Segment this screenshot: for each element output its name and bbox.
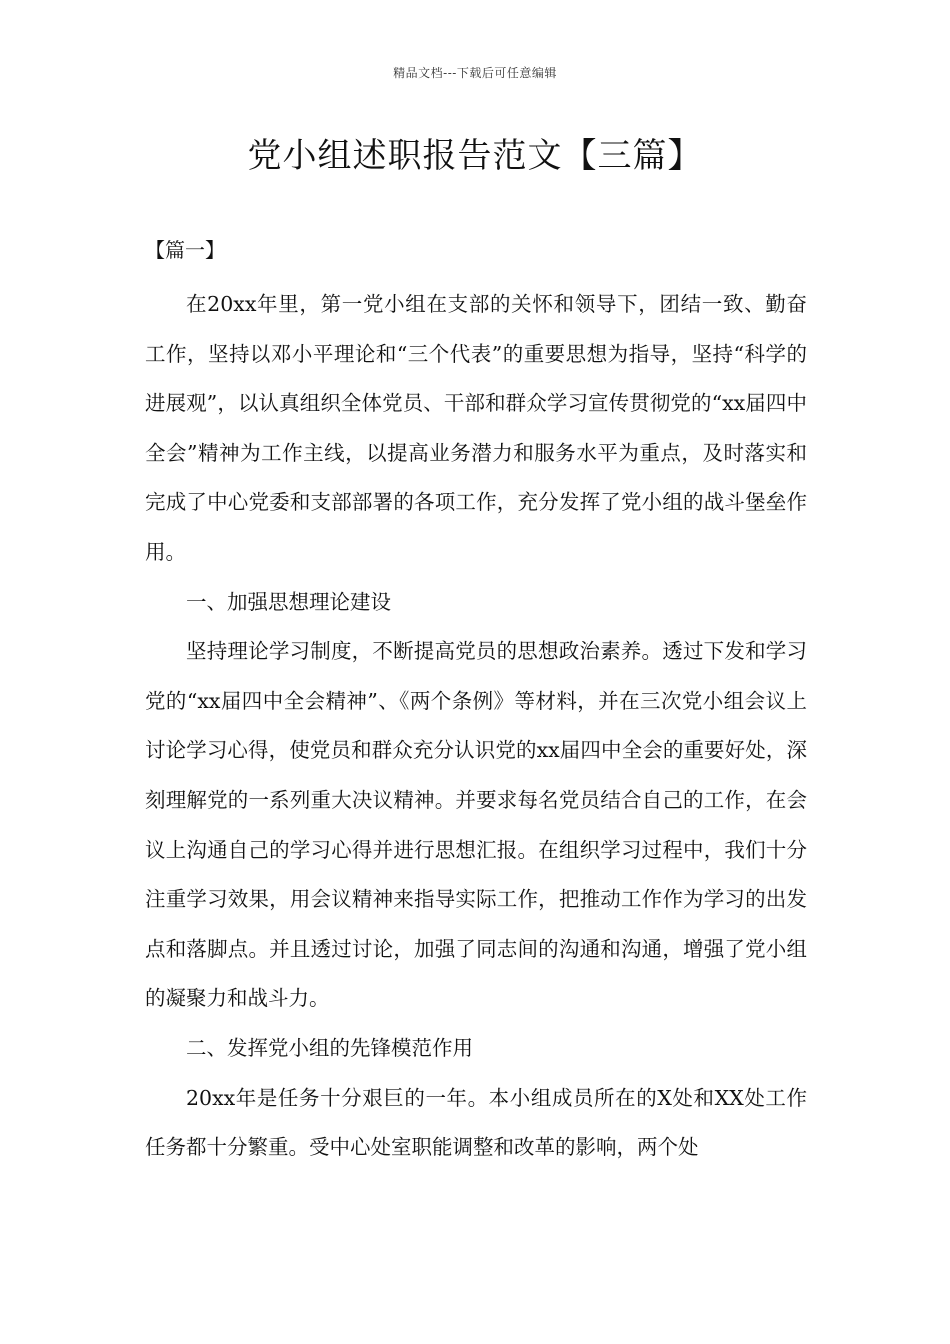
body-paragraph: 在20xx年里，第一党小组在支部的关怀和领导下，团结一致、勤奋工作，坚持以邓小平理论和“三个代表”的重要思想为指导，坚持“科学的进展观”，以认真组织全体党员、干部和群众学习宣传贯彻党的“xx届四中全会”精神为工作主线，以提高业务潜力和服务水平为重点，及时落实和完成了中心党委和支部部署的各项工作，充分发挥了党小组的战斗堡垒作用。 <box>145 292 807 564</box>
section-heading: 一、加强思想理论建设 <box>186 589 391 614</box>
body-paragraph: 坚持理论学习制度，不断提高党员的思想政治素养。透过下发和学习党的“xx届四中全会精神”、《两个条例》等材料，并在三次党小组会议上讨论学习心得，使党员和群众充分认识党的xx届四中全会的重要好处，深刻理解党的一系列重大决议精神。并要求每名党员结合自己的工作，在会议上沟通自己的学习心得并进行思想汇报。在组织学习过程中，我们十分注重学习效果，用会议精神来指导实际工作，把推动工作作为学习的出发点和落脚点。并且透过讨论，加强了同志间的沟通和沟通，增强了党小组的凝聚力和战斗力。 <box>145 639 807 1011</box>
section-label: 【篇一】 <box>145 238 225 262</box>
section-heading: 二、发挥党小组的先锋模范作用 <box>186 1035 473 1060</box>
body-paragraph: 20xx年是任务十分艰巨的一年。本小组成员所在的X处和XX处工作任务都十分繁重。受中心处室职能调整和改革的影响，两个处 <box>145 1085 807 1160</box>
document-title: 党小组述职报告范文【三篇】 <box>247 136 703 176</box>
document-body <box>145 230 807 1173</box>
page-header-note: 精品文档---下载后可任意编辑 <box>393 66 557 80</box>
